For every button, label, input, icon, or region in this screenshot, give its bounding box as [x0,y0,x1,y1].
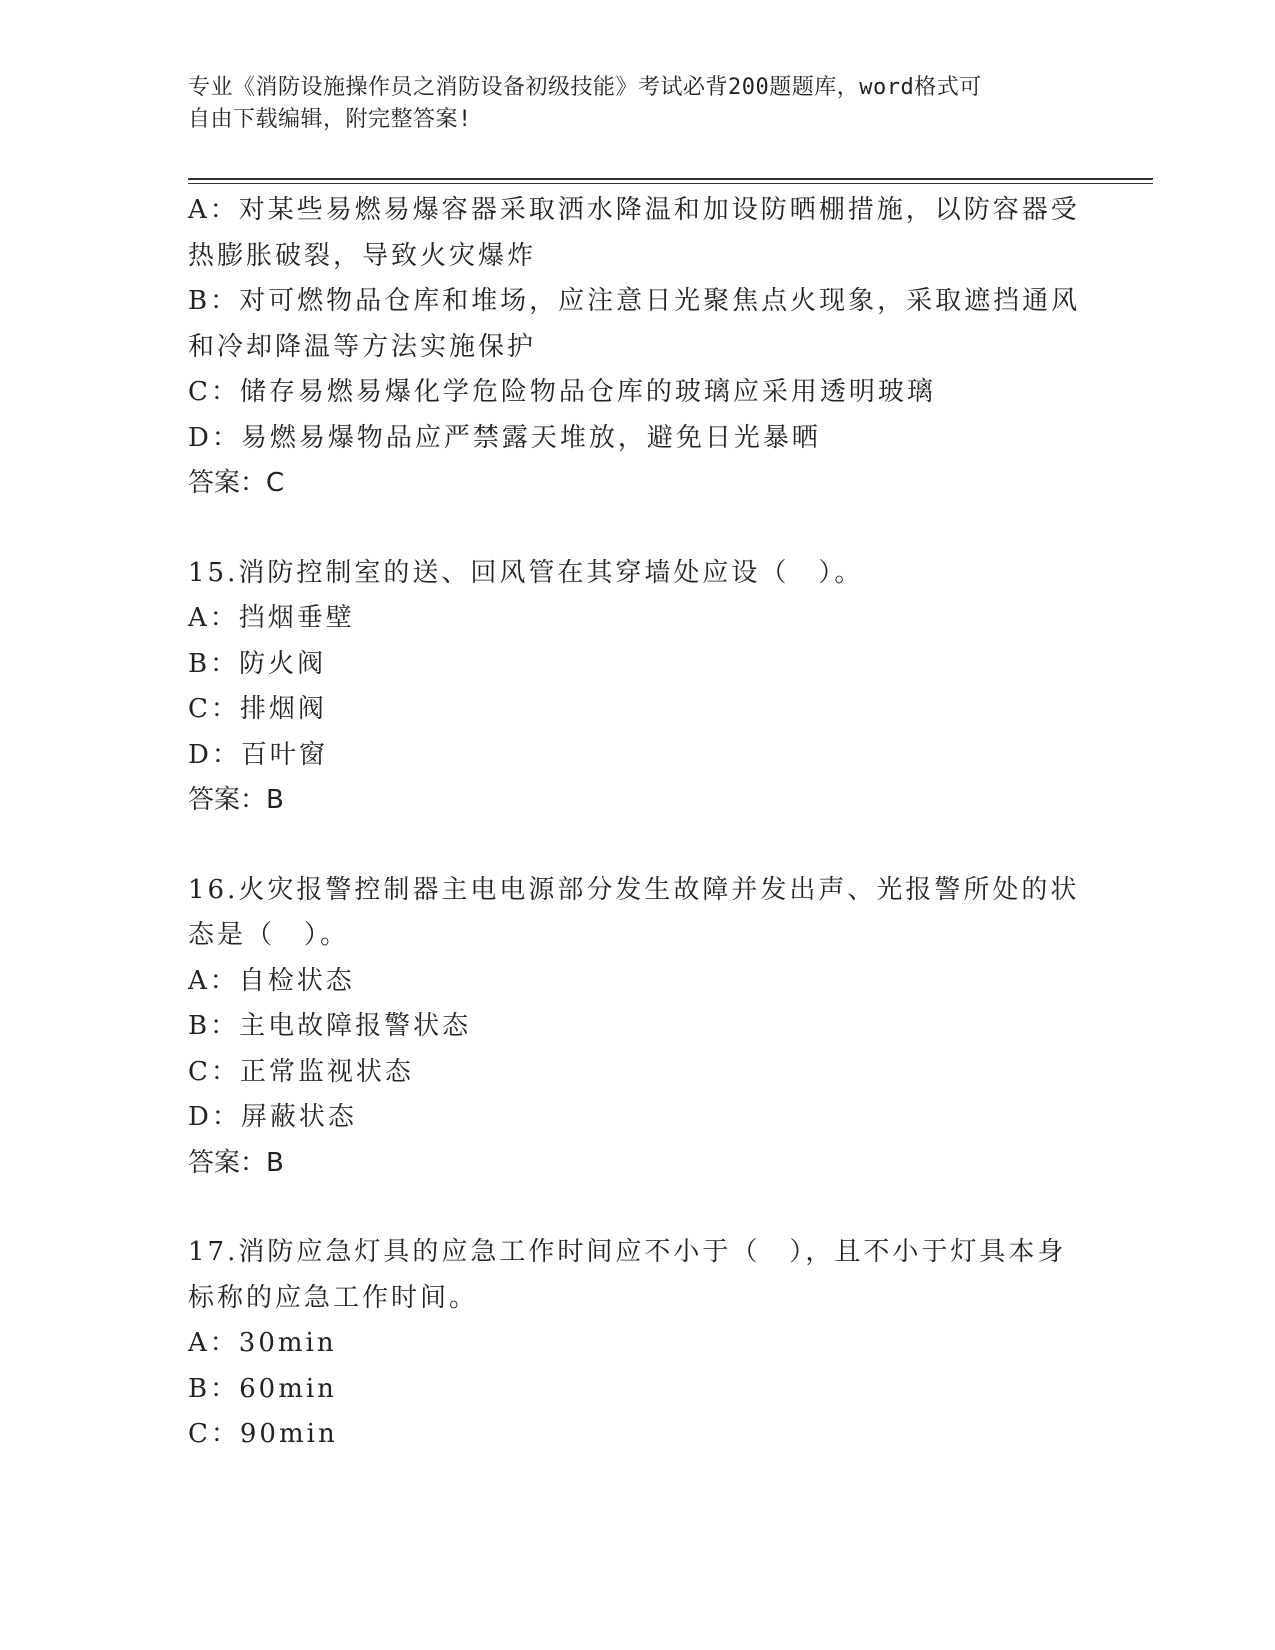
question-text-line-2: 态是（ ）。 [188,920,350,950]
option-b: B：防火阀 [188,648,327,679]
answer: 答案：C [188,468,285,498]
question-text-line-1: 16.火灾报警控制器主电电源部分发生故障并发出声、光报警所处的状 [188,874,1080,905]
header-divider-thick [188,178,1153,180]
option-b-line-1: B：对可燃物品仓库和堆场，应注意日光聚焦点火现象，采取遮挡通风 [188,286,1081,316]
option-a-line-1: A：对某些易燃易爆容器采取洒水降温和加设防晒棚措施，以防容器受 [188,195,1080,225]
option-d: D：屏蔽状态 [188,1102,357,1132]
answer: 答案：B [188,785,284,815]
option-c: C：90min [188,1419,338,1449]
question-15 [188,551,1088,824]
option-a: A：自检状态 [188,965,355,996]
header-line-2: 自由下载编辑，附完整答案! [188,107,472,132]
document-header [188,72,1068,136]
header-line-1: 专业《消防设施操作员之消防设备初级技能》考试必背200题题库，word格式可 [188,75,982,100]
option-a-line-2: 热膨胀破裂，导致火灾爆炸 [188,240,537,271]
option-b: B：主电故障报警状态 [188,1011,472,1041]
answer: 答案：B [188,1147,284,1178]
option-c: C：储存易燃易爆化学危险物品仓库的玻璃应采用透明玻璃 [188,377,936,407]
option-d: D：百叶窗 [188,739,328,770]
question-17 [188,1230,1088,1458]
option-a: A：挡烟垂壁 [188,603,355,633]
option-b: B：60min [188,1373,337,1404]
option-c: C：排烟阀 [188,694,327,724]
question-14 [188,188,1088,507]
option-b-line-2: 和冷却降温等方法实施保护 [188,331,537,362]
question-text-line-2: 标称的应急工作时间。 [188,1282,479,1313]
option-a: A：30min [188,1328,337,1358]
option-d: D：易燃易爆物品应严禁露天堆放，避免日光暴晒 [188,422,821,453]
question-text-line-1: 17.消防应急灯具的应急工作时间应不小于（ ），且不小于灯具本身 [188,1237,1067,1267]
option-c: C：正常监视状态 [188,1056,414,1087]
question-text: 15.消防控制室的送、回风管在其穿墙处应设（ ）。 [188,557,864,588]
header-divider-thin [188,183,1153,184]
question-list [188,188,1088,1458]
question-16 [188,868,1088,1187]
